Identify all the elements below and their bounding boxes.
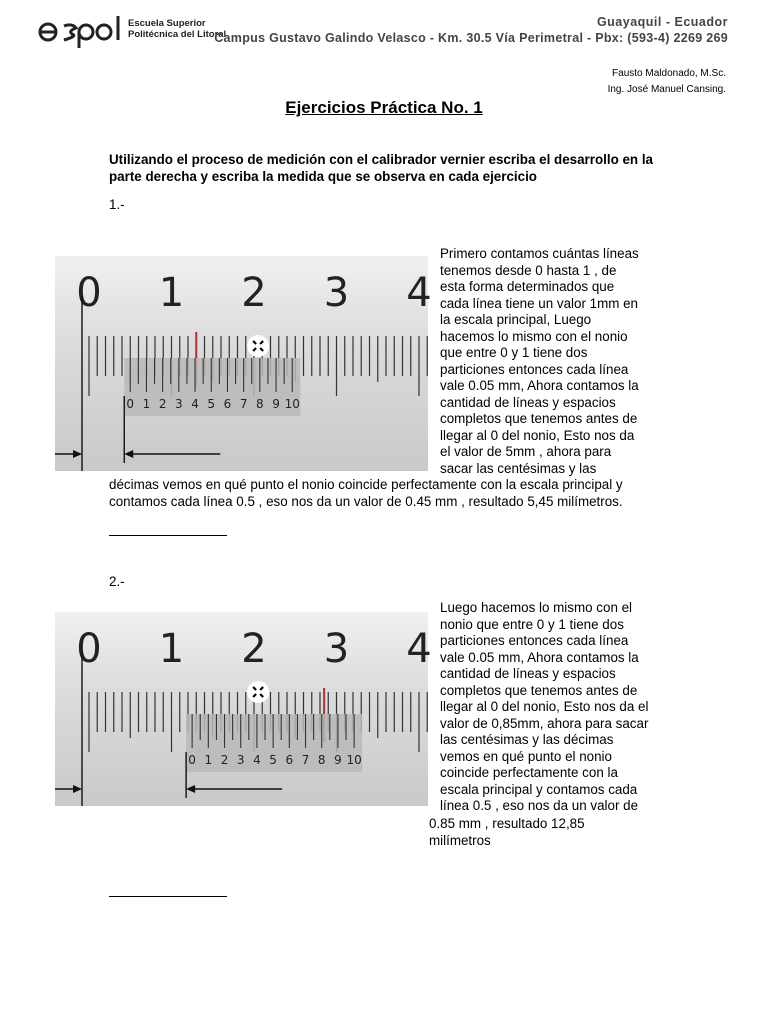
ex1-line: la escala principal, Luego — [440, 312, 592, 327]
vernier-label: 3 — [236, 753, 245, 767]
vernier-label: 3 — [175, 397, 183, 411]
logo-subtitle — [128, 18, 226, 40]
vernier-label: 8 — [317, 753, 326, 767]
main-scale-label: 0 — [76, 270, 102, 316]
main-scale-label: 4 — [406, 626, 432, 672]
vernier-label: 6 — [223, 397, 232, 411]
vernier-label: 10 — [346, 753, 362, 767]
main-scale-label: 3 — [323, 270, 350, 316]
ex2-line: llegar al 0 del nonio, Esto nos da el — [440, 699, 649, 714]
exercise-1-number: 1.- — [109, 197, 125, 212]
vernier-label: 6 — [285, 753, 294, 767]
vernier-label: 1 — [204, 753, 213, 767]
exercise-2-text — [440, 600, 657, 815]
ex2-line: escala principal y contamos cada — [440, 781, 638, 797]
vernier-label: 10 — [284, 397, 300, 411]
zoom-icon — [247, 681, 269, 703]
main-scale-label: 1 — [158, 626, 185, 672]
vernier-label: 2 — [220, 753, 229, 767]
ex1-line: hacemos lo mismo con el nonio — [440, 328, 628, 344]
main-scale-label: 1 — [158, 270, 185, 316]
vernier-label: 9 — [334, 753, 342, 767]
author-2: Ing. José Manuel Cansing. — [607, 84, 726, 95]
ex2-line: las centésimas y las décimas — [440, 732, 614, 747]
vernier-label: 5 — [207, 397, 216, 411]
ex1-line: el valor de 5mm , ahora para — [440, 444, 612, 459]
vernier-label: 7 — [239, 397, 248, 411]
ex2-line: completos que tenemos antes de — [440, 682, 638, 698]
ex2-line: valor de 0,85mm, ahora para sacar — [440, 715, 649, 731]
ex2-line: vemos en qué punto el nonio — [440, 748, 612, 764]
ex2-line: particiones entonces cada línea — [440, 633, 629, 648]
ex1-line: que entre 0 y 1 tiene dos — [440, 345, 588, 360]
exercise-1-text — [440, 246, 655, 477]
main-scale-label: 2 — [241, 270, 267, 316]
vernier-label: 0 — [126, 397, 135, 411]
ex1-line: cada línea tiene un valor 1mm en — [440, 295, 639, 311]
exercise-2-text-tail — [429, 816, 657, 849]
caliper-1-svg — [55, 256, 432, 471]
ex1-line: llegar al 0 del nonio, Esto nos da — [440, 427, 635, 443]
page-title: Ejercicios Práctica No. 1 — [285, 98, 483, 117]
main-scale-label: 3 — [323, 626, 350, 672]
caliper-image-2 — [55, 612, 432, 806]
exercise-2-number: 2.- — [109, 574, 125, 589]
ex1-line: cantidad de líneas y espacios — [440, 394, 616, 410]
ex1-full-line: décimas vemos en qué punto el nonio coincide perfectamente con la escala principal y — [109, 477, 623, 492]
espol-logo-icon — [38, 14, 123, 50]
caliper-image-1 — [55, 256, 432, 471]
main-scale-label: 4 — [406, 270, 432, 316]
ex2-line: cantidad de líneas y espacios — [440, 666, 616, 681]
header-campus: Campus Gustavo Galindo Velasco - Km. 30.5 Vía Perimetral - Pbx: (593-4) 2269 269 — [214, 31, 728, 45]
ex2-line: línea 0.5 , eso nos da un valor de — [440, 798, 639, 813]
exercise-1-text-cont — [109, 477, 669, 510]
header-city: Guayaquil - Ecuador — [596, 15, 728, 29]
ex1-full-line: contamos cada línea 0.5 , eso nos da un valor de 0.45 mm , resultado 5,45 milímetros. — [109, 493, 623, 509]
ex2-line: Luego hacemos lo mismo con el — [440, 600, 633, 615]
ex1-line: esta forma determinados que — [440, 279, 615, 294]
arrowhead-right — [124, 450, 133, 458]
ex1-line: tenemos desde 0 hasta 1 , de — [440, 262, 617, 278]
vernier-label: 8 — [256, 397, 264, 411]
ex2-line: vale 0.05 mm, Ahora contamos la — [440, 649, 639, 665]
zoom-icon — [247, 335, 269, 357]
ex2-line: coincide perfectamente con la — [440, 765, 618, 780]
caliper-2-svg — [55, 612, 432, 806]
vernier-label: 9 — [272, 397, 280, 411]
logo-sub-line-2: Politécnica del Litoral — [128, 29, 227, 40]
arrowhead-left — [73, 450, 82, 458]
ex2-tail-line: 0.85 mm , resultado 12,85 — [429, 816, 585, 831]
ex1-line: sacar las centésimas y las — [440, 460, 597, 476]
vernier-label: 1 — [142, 397, 151, 411]
author-1: Fausto Maldonado, M.Sc. — [612, 68, 726, 79]
instructions: Utilizando el proceso de medición con el calibrador vernier escriba el desarrollo en la parte derecha y escriba la medida que se observa en cada ejercicio — [109, 152, 653, 184]
vernier-label: 5 — [269, 753, 277, 767]
ex2-tail-line: milímetros — [429, 832, 491, 848]
main-scale-label: 2 — [241, 626, 267, 672]
vernier-label: 4 — [253, 753, 261, 767]
vernier-label: 7 — [301, 753, 310, 767]
vernier-label: 0 — [188, 753, 196, 767]
answer-line-1 — [109, 535, 227, 536]
ex1-line: particiones entonces cada línea — [440, 361, 629, 377]
ex1-line: completos que tenemos antes de — [440, 411, 638, 426]
main-scale-label: 0 — [76, 626, 102, 672]
vernier-label: 2 — [158, 397, 167, 411]
logo-sub-line-1: Escuela Superior — [128, 18, 206, 29]
arrowhead-left — [73, 785, 82, 793]
ex2-line: nonio que entre 0 y 1 tiene dos — [440, 616, 624, 632]
answer-line-2 — [109, 896, 227, 897]
ex1-line: vale 0.05 mm, Ahora contamos la — [440, 378, 639, 393]
ex1-line: Primero contamos cuántas líneas — [440, 246, 639, 261]
arrowhead-right — [186, 785, 195, 793]
vernier-label: 4 — [191, 397, 199, 411]
